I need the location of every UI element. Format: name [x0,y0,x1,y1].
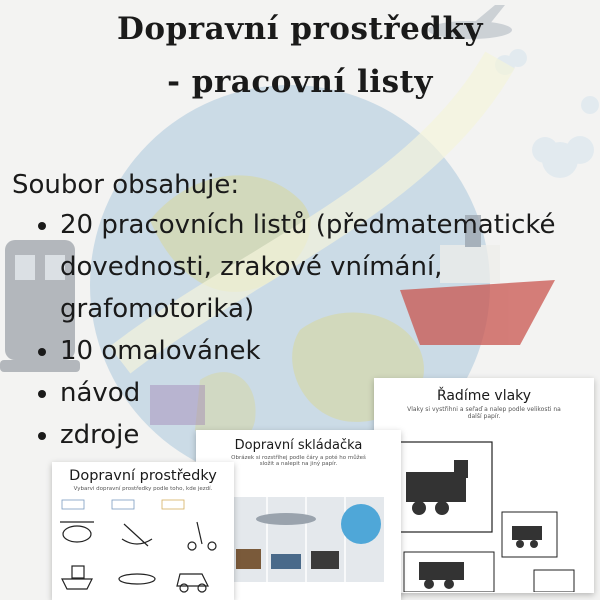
scooter-icon [188,522,216,550]
canoe-icon [122,524,152,546]
list-item: • zdroje [60,414,600,456]
preview-title: Dopravní skládačka [234,438,363,453]
page-title: Dopravní prostředky [117,11,483,47]
train-thumbnails [374,422,594,592]
preview-radime-vlaky [374,378,594,593]
ship-icon [62,566,92,589]
preview-text: Obrázek si rozstříhej podle čáry a poté ho můžeš složit a nalepit na jiný papír. [231,455,366,467]
intro-text: Soubor obsahuje: [12,170,240,200]
preview-text: Vlaky si vystřihni a seřaď a nalep podle velikosti na další papír. [407,406,561,420]
helicopter-icon [60,522,94,542]
vehicle-outlines [52,494,234,594]
train-icon [419,562,464,589]
list-item: • 10 omalovánek [60,330,600,372]
airplane-icon [119,574,155,584]
preview-dopravni-prostredky [52,462,234,600]
car-icon [177,574,208,592]
page-subtitle: - pracovní listy [167,64,433,100]
train-icon [406,460,468,515]
train-icon [512,526,542,548]
preview-title: Dopravní prostředky [69,468,217,484]
preview-text: Vybarvi dopravní prostředky podle toho, kde jezdí. [73,486,213,492]
airplane-icon [256,513,316,525]
preview-title: Řadíme vlaky [436,388,532,404]
list-item: • návod [60,372,600,414]
globe-icon [341,504,381,544]
list-item: • 20 pracovních listů (předmatematické dovednosti, zrakové vnímání, grafomotorika) [60,204,600,330]
